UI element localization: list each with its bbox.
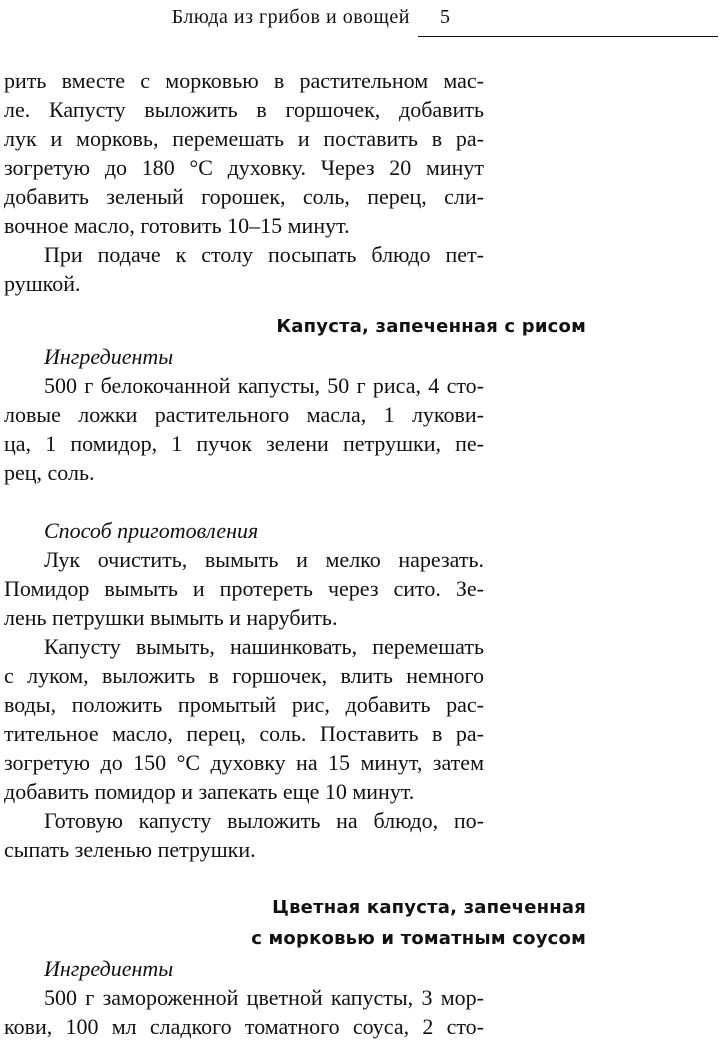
text-line: лень петрушки вымыть и нарубить. bbox=[4, 605, 338, 630]
method-paragraph bbox=[4, 545, 484, 632]
text-line: сыпать зеленью петрушки. bbox=[4, 837, 256, 862]
method-label: Способ приготовления bbox=[44, 518, 259, 543]
text-line: тительное масло, перец, соль. Поставить в ра- bbox=[4, 721, 484, 746]
page-body bbox=[4, 66, 586, 1041]
ingredients-list bbox=[4, 983, 484, 1041]
text-line: с луком, выложить в горшочек, влить немного bbox=[4, 663, 484, 688]
text-line: 500 г замороженной цветной капусты, 3 мор- bbox=[44, 985, 484, 1010]
method-paragraph bbox=[4, 632, 484, 806]
text-line: ца, 1 помидор, 1 пучок зелени петрушки, пе- bbox=[4, 431, 484, 456]
header-rule bbox=[418, 36, 718, 37]
paragraph-serving bbox=[4, 240, 484, 298]
page-header bbox=[0, 6, 720, 40]
text-line: зогретую до 180 °С духовку. Через 20 минут bbox=[4, 155, 484, 180]
text-line: воды, положить промытый рис, добавить рас- bbox=[4, 692, 484, 717]
text-line: зогретую до 150 °С духовку на 15 минут, затем bbox=[4, 750, 484, 775]
text-line: Капусту вымыть, нашинковать, перемешать bbox=[44, 634, 484, 659]
text-line: При подаче к столу посыпать блюдо пет- bbox=[44, 242, 484, 267]
text-line: добавить помидор и запекать еще 10 минут. bbox=[4, 779, 415, 804]
recipe-title-line: с морковью и томатным соусом bbox=[251, 928, 586, 949]
ingredients-label: Ингредиенты bbox=[44, 956, 174, 981]
paragraph-continuation bbox=[4, 66, 484, 240]
ingredients-list bbox=[4, 371, 484, 487]
text-line: Лук очистить, вымыть и мелко нарезать. bbox=[44, 547, 484, 572]
running-title: Блюда из грибов и овощей bbox=[171, 6, 410, 28]
text-line: ле. Капусту выложить в горшочек, добавить bbox=[4, 97, 484, 122]
text-line: рушкой. bbox=[4, 271, 81, 296]
method-paragraph bbox=[4, 806, 484, 864]
text-line: Помидор вымыть и протереть через сито. Зе- bbox=[4, 576, 484, 601]
text-line: лук и морковь, перемешать и поставить в ра- bbox=[4, 126, 484, 151]
recipe-title-line: Цветная капуста, запеченная bbox=[272, 897, 586, 918]
text-line: рить вместе с морковью в растительном мас- bbox=[4, 68, 484, 93]
recipe-title: Капуста, запеченная с рисом bbox=[276, 316, 586, 337]
text-line: Готовую капусту выложить на блюдо, по- bbox=[44, 808, 484, 833]
text-line: 500 г белокочанной капусты, 50 г риса, 4 сто- bbox=[44, 373, 484, 398]
page-number: 5 bbox=[440, 6, 450, 28]
text-line: рец, соль. bbox=[4, 460, 95, 485]
text-line: вочное масло, готовить 10–15 минут. bbox=[4, 213, 350, 238]
ingredients-label: Ингредиенты bbox=[44, 344, 174, 369]
text-line: ловые ложки растительного масла, 1 лукови- bbox=[4, 402, 484, 427]
text-line: добавить зеленый горошек, соль, перец, сли- bbox=[4, 184, 484, 209]
text-line: кови, 100 мл сладкого томатного соуса, 2 сто- bbox=[4, 1014, 484, 1039]
